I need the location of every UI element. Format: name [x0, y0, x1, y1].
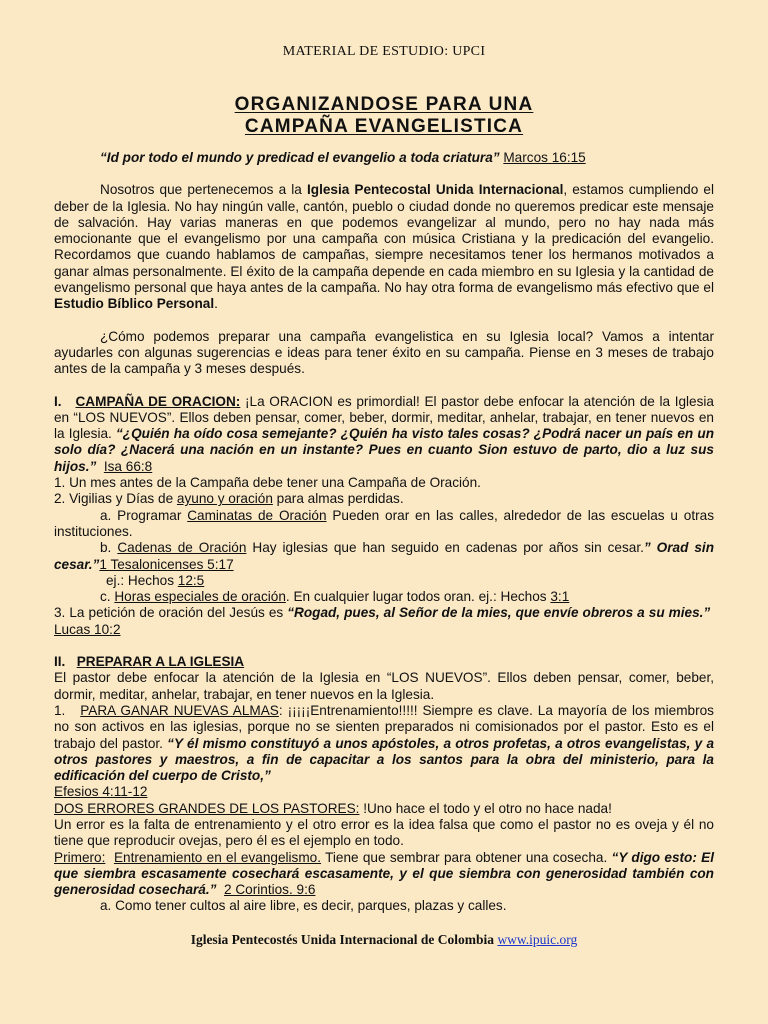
- section-1-item-2: [54, 491, 714, 507]
- special-prayer-hours: Horas especiales de oración: [114, 589, 286, 605]
- example-text: ej.: Hechos: [106, 572, 178, 588]
- section-2-intro: El pastor debe enfocar la atención de la Iglesia en “LOS NUEVOS”. Ellos deben pensar, comer, beber, dormir, meditar, anhelar, trabajar, en tener nuevos en la Iglesia.: [54, 670, 714, 702]
- pastor-errors-heading: DOS ERRORES GRANDES DE LOS PASTORES:: [54, 800, 360, 816]
- intro-text: .: [214, 296, 218, 312]
- section-2-reference: [54, 784, 714, 800]
- section-1-quote: “¿Quién ha oído cosa semejante? ¿Quién ha visto tales cosas? ¿Podrá nacer un país en un solo día? ¿Nacerá una nación en un instante? Pues en cuanto Sion estuvo de parto, dio a luz sus hijos.”: [54, 426, 714, 474]
- evangelism-training: Entrenamiento en el evangelismo.: [113, 849, 322, 865]
- first-point: [54, 850, 714, 899]
- item-text: para almas perdidas.: [272, 491, 404, 507]
- item-text: Hay iglesias que han seguido en cadenas por años sin cesar.: [246, 540, 644, 556]
- first-reference: 2 Corintios. 9:6: [224, 882, 316, 898]
- section-2-item-1: [54, 703, 714, 784]
- footer-text: Iglesia Pentecostés Unida Internacional de Colombia: [190, 932, 495, 947]
- item-text: 2. Vigilias y Días de: [54, 491, 177, 507]
- section-2-heading: PREPARAR A LA IGLESIA: [76, 654, 245, 670]
- item-label: b.: [100, 540, 118, 556]
- item-reference: 3:1: [550, 589, 570, 605]
- prayer-chains: Cadenas de Oración: [117, 540, 247, 556]
- prayer-quote: ” Orad sin cesar.”: [54, 540, 715, 572]
- pastor-errors: [54, 801, 714, 817]
- section-1-item-2a: [54, 508, 714, 541]
- page-header: MATERIAL DE ESTUDIO: UPCI: [282, 44, 486, 59]
- first-label: Primero:: [54, 849, 106, 865]
- first-quote: “Y digo esto: El que siembra escasamente cosechará escasamente, y el que siembra con generosidad también con generosidad cosechará.”: [54, 849, 714, 898]
- section-1-text: ¡La ORACION es primordial! El pastor debe enfocar la atención de la Iglesia en “LOS NUEVOS”. Ellos deben pensar, comer, beber, dormir, meditar, anhelar, trabajar, en tener nuevos en la Iglesia.: [54, 393, 714, 442]
- prayer-reference: 1 Tesalonicenses 5:17: [99, 556, 234, 572]
- example-reference: 12:5: [177, 572, 205, 588]
- section-1-number: I.: [54, 393, 62, 409]
- item-number: 1.: [54, 702, 71, 718]
- section-1-item-2c: [54, 589, 714, 605]
- first-text: Tiene que sembrar para obtener una cosecha.: [321, 849, 612, 865]
- item-text: Pueden orar en las calles, alrededor de las escuelas u otras instituciones.: [54, 507, 715, 539]
- page-footer: [0, 932, 768, 948]
- intro-paragraph-1: [54, 182, 714, 312]
- item-quote: “Y él mismo constituyó a unos apóstoles, a otros profetas, a otros evangelistas, y a otros pastores y maestros, a fin de capacitar a los santos para la obra del ministerio, para la edificación del cuerpo de Cristo,”: [54, 735, 714, 784]
- section-1-item-3: [54, 605, 714, 638]
- section-1-item-2b: [54, 540, 714, 573]
- item-text: . En cualquier lugar todos oran. ej.: Hechos: [285, 589, 551, 605]
- church-name: Iglesia Pentecostal Unida Internacional: [306, 182, 564, 198]
- section-1-reference: Isa 66:8: [103, 458, 153, 474]
- win-souls-heading: PARA GANAR NUEVAS ALMAS: [80, 702, 279, 718]
- item-text: 3. La petición de oración del Jesús es: [54, 605, 288, 621]
- section-1-heading: CAMPAÑA DE ORACION:: [75, 393, 241, 409]
- item-quote: “Rogad, pues, al Señor de la mies, que envíe obreros a su mies.”: [287, 605, 711, 621]
- item-label: c.: [100, 589, 115, 605]
- section-1-example: [54, 573, 714, 589]
- item-label: a. Programar: [100, 507, 188, 523]
- title-line-2: CAMPAÑA EVANGELISTICA: [244, 116, 524, 137]
- errors-text: !Uno hace el todo y el otro no hace nada!: [359, 800, 612, 816]
- section-1-item-1: 1. Un mes antes de la Campaña debe tener una Campaña de Oración.: [54, 475, 481, 491]
- fasting-prayer: ayuno y oración: [176, 491, 273, 507]
- footer-link[interactable]: www.ipuic.org: [497, 932, 578, 947]
- section-2-number: II.: [54, 654, 66, 670]
- document-title: [0, 94, 768, 138]
- bible-study-label: Estudio Bíblico Personal: [54, 296, 215, 312]
- pastor-errors-text: Un error es la falta de entrenamiento y el otro error es la idea falsa que como el pastor no es oveja y él no tiene que reproducir ovejas, pero él es el ejemplo en todo.: [54, 816, 714, 849]
- title-line-1: ORGANIZANDOSE PARA UNA: [234, 94, 534, 115]
- epigraph-reference: Marcos 16:15: [503, 150, 586, 165]
- ephesians-reference: Efesios 4:11-12: [54, 784, 148, 800]
- intro-paragraph-2: ¿Cómo podemos preparar una campaña evangelistica en su Iglesia local? Vamos a intentar ayudarles con algunas sugerencias e ideas para tener éxito en su campaña. Piense en 3 meses de trabajo antes de la campaña y 3 meses después.: [54, 328, 714, 377]
- document-body: [54, 150, 714, 915]
- prayer-walks: Caminatas de Oración: [187, 507, 327, 523]
- intro-text: Nosotros que pertenecemos a la: [100, 182, 307, 198]
- intro-text: , estamos cumpliendo el deber de la Iglesia. No hay ningún valle, cantón, pueblo o ciudad donde no queremos predicar este mensaje de salvación. Hay varias maneras en que podemos evangelizar al mundo, pero no hay nada más emocionante que el evangelismo por una campaña con música Cristiana y la predicación del evangelio. Recordamos que cuando hablamos de campañas, siempre necesitamos tener los hermanos motivados a ganar almas personalmente. El éxito de la campaña depende en cada miembro en su Iglesia y la cantidad de evangelismo personal que haya antes de la campaña. No hay otra forma de evangelismo más efectivo que el: [54, 182, 714, 296]
- item-reference: Lucas 10:2: [54, 621, 121, 637]
- section-2-title: [54, 654, 714, 670]
- open-air-item: a. Como tener cultos al aire libre, es decir, parques, plazas y calles.: [100, 898, 507, 914]
- epigraph-quote: “Id por todo el mundo y predicad el evangelio a toda criatura”: [100, 150, 500, 165]
- item-text: : ¡¡¡¡¡Entrenamiento!!!!! Siempre es clave. La mayoría de los miembros no son activos en las iglesias, porque no se sienten preparados ni comisionados por el pastor. Esto es el trabajo del pastor.: [54, 702, 714, 751]
- section-1-intro: [54, 394, 714, 475]
- epigraph: [54, 150, 714, 166]
